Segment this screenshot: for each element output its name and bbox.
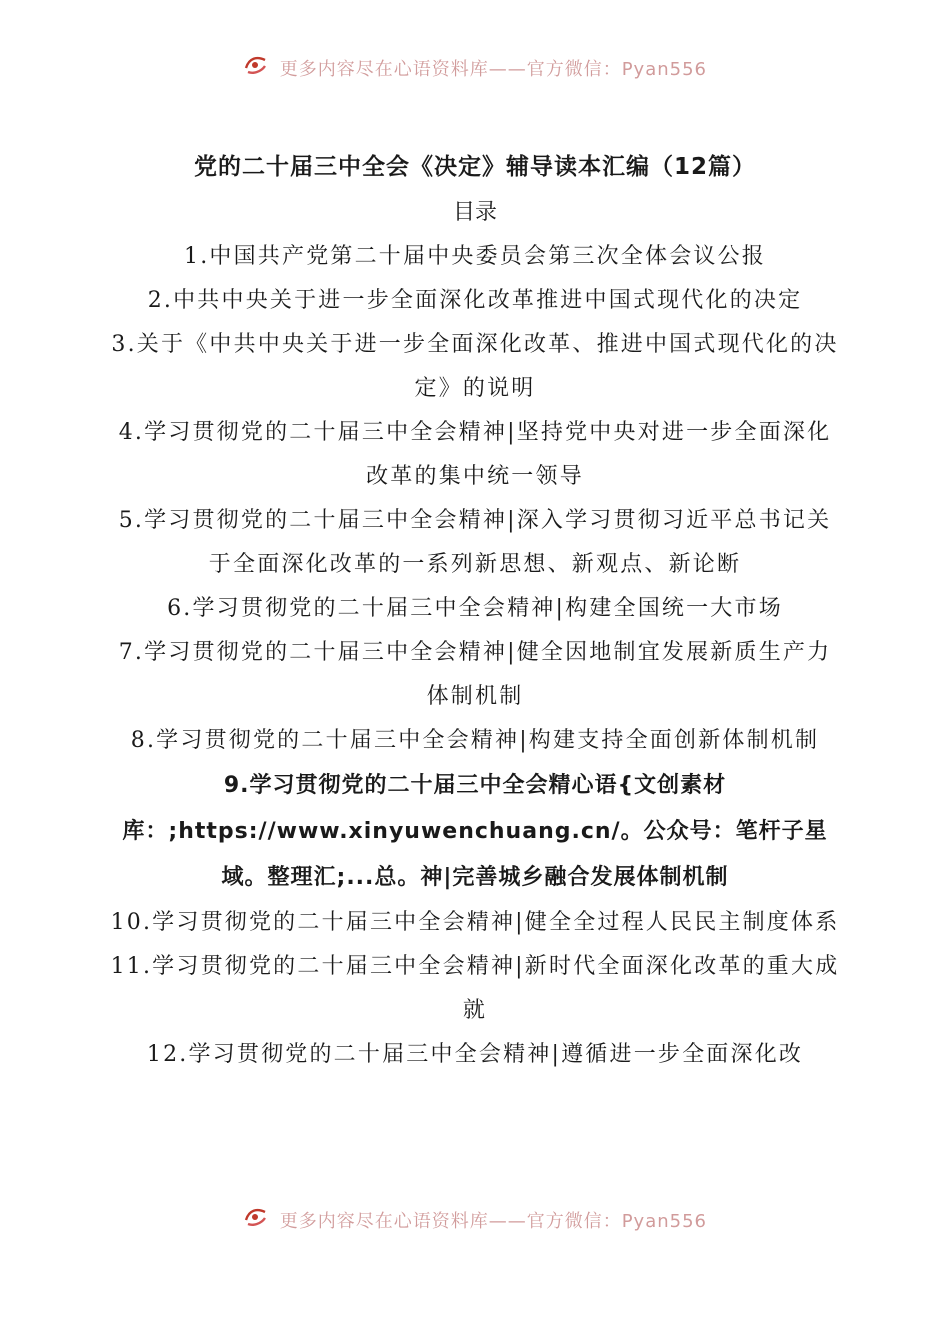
toc-heading: 目录 <box>452 200 497 225</box>
watermark-text: 更多内容尽在心语资料库——官方微信：Pyan556 <box>279 58 708 80</box>
brand-logo-icon <box>243 1206 269 1233</box>
toc-item-1[interactable]: 1.中国共产党第二十届中央委员会第三次全体会议公报 <box>184 244 766 269</box>
toc-item-6[interactable]: 6.学习贯彻党的二十届三中全会精神|构建全国统一大市场 <box>167 596 783 621</box>
watermark-text: 更多内容尽在心语资料库——官方微信：Pyan556 <box>279 1210 708 1232</box>
toc-item-9[interactable]: 9.学习贯彻党的二十届三中全会精心语{文创素材库：;https://www.xinyuwenchuang.cn/。公众号：笔杆子星域。整理汇;...总。神|完善城乡融合发展体制机制 <box>122 773 828 890</box>
toc-item-2[interactable]: 2.中共中央关于进一步全面深化改革推进中国式现代化的决定 <box>147 288 803 313</box>
toc-item-7[interactable]: 7.学习贯彻党的二十届三中全会精神|健全因地制宜发展新质生产力体制机制 <box>118 640 832 709</box>
toc-item-11[interactable]: 11.学习贯彻党的二十届三中全会精神|新时代全面深化改革的重大成就 <box>110 954 840 1023</box>
brand-logo-icon <box>243 54 269 81</box>
document-title: 党的二十届三中全会《决定》辅导读本汇编（12篇） <box>193 154 756 180</box>
toc-item-8[interactable]: 8.学习贯彻党的二十届三中全会精神|构建支持全面创新体制机制 <box>130 728 820 753</box>
toc-item-3[interactable]: 3.关于《中共中央关于进一步全面深化改革、推进中国式现代化的决定》的说明 <box>111 332 839 401</box>
toc-item-5[interactable]: 5.学习贯彻党的二十届三中全会精神|深入学习贯彻习近平总书记关于全面深化改革的一系列新思想、新观点、新论断 <box>118 508 832 577</box>
toc-item-10[interactable]: 10.学习贯彻党的二十届三中全会精神|健全全过程人民民主制度体系 <box>110 910 840 935</box>
toc-item-4[interactable]: 4.学习贯彻党的二十届三中全会精神|坚持党中央对进一步全面深化改革的集中统一领导 <box>118 420 832 489</box>
watermark-top <box>0 54 950 81</box>
toc-item-12[interactable]: 12.学习贯彻党的二十届三中全会精神|遵循进一步全面深化改 <box>146 1042 804 1067</box>
watermark-bottom <box>0 1206 950 1233</box>
table-of-contents <box>110 235 840 1077</box>
